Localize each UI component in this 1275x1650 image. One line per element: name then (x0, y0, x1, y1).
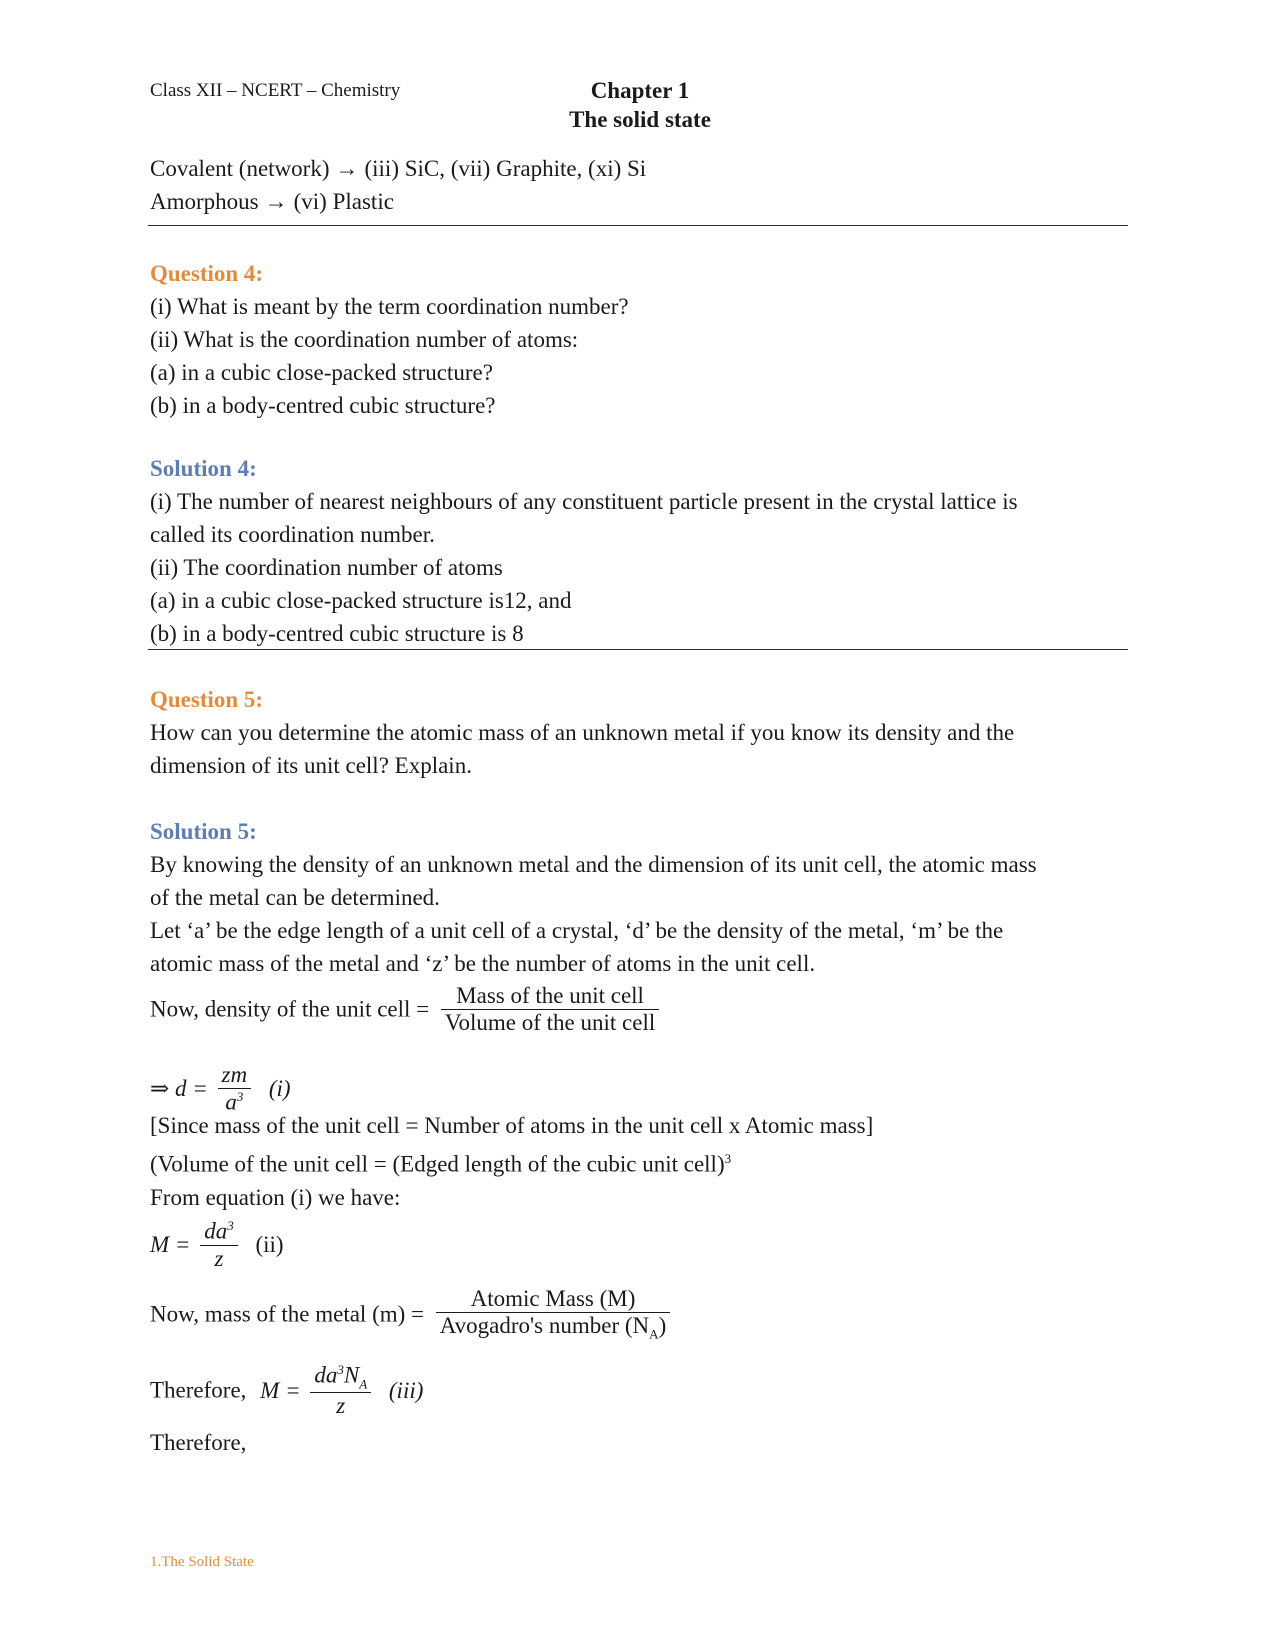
mass-prefix: Now, mass of the metal (m) = (150, 1301, 425, 1327)
solution-4-line: called its coordination number. (150, 522, 435, 547)
header-chapter-block (560, 76, 720, 134)
solution-4-line: (b) in a body-centred cubic structure is 8 (150, 621, 524, 646)
density-formula (150, 983, 659, 1036)
equation-ii-num-base: da (204, 1218, 228, 1244)
chapter-title: The solid state (569, 107, 711, 132)
equation-ii-denominator: z (214, 1245, 224, 1271)
equation-ii (150, 1218, 284, 1272)
solution-4 (150, 452, 1120, 650)
density-denominator: Volume of the unit cell (444, 1010, 656, 1035)
chapter-number: Chapter 1 (590, 78, 690, 103)
solution-5-line: atomic mass of the metal and ‘z’ be the number of atoms in the unit cell. (150, 951, 816, 976)
equation-ii-tag: (ii) (255, 1231, 284, 1257)
volume-line (150, 1142, 1120, 1181)
header-course: Class XII – NCERT – Chemistry (150, 80, 401, 101)
equation-iii-num-exp: 3 (337, 1362, 344, 1377)
solution-5-explanation (150, 1109, 1120, 1214)
equation-iii-denominator: z (336, 1393, 346, 1419)
density-prefix: Now, density of the unit cell = (150, 996, 430, 1022)
classification-lines (150, 152, 1120, 218)
from-equation-line: From equation (i) we have: (150, 1184, 401, 1210)
amorphous-line (150, 185, 1120, 218)
volume-exponent: 3 (724, 1151, 732, 1166)
equation-ii-num-exp: 3 (227, 1218, 234, 1233)
question-5-heading: Question 5: (150, 687, 264, 712)
mass-den-sub: A (649, 1326, 659, 1342)
solution-5-line: Let ‘a’ be the edge length of a unit cell of a crystal, ‘d’ be the density of the metal, ‘m’ be the (150, 918, 1004, 943)
question-4-line: (a) in a cubic close-packed structure? (150, 360, 493, 385)
equation-iii-prefix: Therefore, (150, 1377, 247, 1403)
solution-5-line: of the metal can be determined. (150, 885, 440, 910)
amorphous-label: Amorphous (150, 189, 259, 214)
covalent-items: (iii) SiC, (vii) Graphite, (xi) Si (364, 156, 647, 181)
equation-iii-num-N: N (343, 1362, 360, 1388)
mass-formula (150, 1286, 670, 1343)
equation-iii-num-sub: A (359, 1376, 368, 1392)
solution-4-line: (i) The number of nearest neighbours of any constituent particle present in the crystal lattice is (150, 489, 1018, 514)
mass-den-close: ) (658, 1313, 667, 1338)
equation-iii (150, 1362, 423, 1419)
solution-4-heading: Solution 4: (150, 456, 257, 481)
equation-iii-lhs: M = (260, 1377, 301, 1403)
mass-den-main: Avogadro's number (N (439, 1313, 650, 1338)
arrow-icon: → (264, 189, 288, 214)
equation-iii-fraction (310, 1362, 371, 1419)
equation-i-numerator: zm (218, 1062, 252, 1089)
question-4 (150, 257, 1120, 422)
equation-i-lhs: ⇒ d = (150, 1075, 208, 1101)
amorphous-items: (vi) Plastic (293, 189, 394, 214)
equation-ii-fraction (200, 1218, 238, 1272)
equation-iii-num-base: da (314, 1362, 338, 1388)
question-5-line: dimension of its unit cell? Explain. (150, 753, 472, 778)
equation-ii-lhs: M = (150, 1231, 191, 1257)
solution-5 (150, 815, 1120, 980)
question-4-line: (b) in a body-centred cubic structure? (150, 393, 496, 418)
since-line: [Since mass of the unit cell = Number of atoms in the unit cell x Atomic mass] (150, 1113, 874, 1138)
final-line: Therefore, (150, 1430, 247, 1455)
equation-i-den-exp: 3 (236, 1089, 244, 1104)
divider (148, 649, 1128, 650)
mass-fraction (436, 1286, 670, 1343)
volume-text: (Volume of the unit cell = (Edged length of the cubic unit cell) (150, 1151, 725, 1177)
question-5-line: How can you determine the atomic mass of an unknown metal if you know its density and the (150, 720, 1015, 745)
solution-5-line: By knowing the density of an unknown metal and the dimension of its unit cell, the atomic mass (150, 852, 1037, 877)
equation-ii-numerator (200, 1218, 238, 1246)
solution-4-line: (a) in a cubic close-packed structure is12, and (150, 588, 572, 613)
mass-numerator: Atomic Mass (M) (436, 1286, 670, 1313)
equation-i-fraction (218, 1062, 252, 1116)
divider (148, 225, 1128, 226)
solution-4-line: (ii) The coordination number of atoms (150, 555, 503, 580)
density-numerator: Mass of the unit cell (441, 983, 659, 1010)
question-4-heading: Question 4: (150, 261, 264, 286)
question-4-line: (ii) What is the coordination number of atoms: (150, 327, 579, 352)
page-footer: 1.The Solid State (150, 1554, 254, 1570)
solution-5-heading: Solution 5: (150, 819, 257, 844)
equation-i-tag: (i) (268, 1075, 291, 1101)
equation-i-den-base: a (225, 1089, 237, 1115)
equation-iii-numerator (310, 1362, 371, 1393)
final-text (150, 1426, 1120, 1459)
covalent-line (150, 152, 1120, 185)
equation-i (150, 1062, 291, 1116)
covalent-label: Covalent (network) (150, 156, 330, 181)
arrow-icon: → (335, 156, 359, 181)
mass-denominator (436, 1313, 670, 1343)
question-4-line: (i) What is meant by the term coordination number? (150, 294, 629, 319)
question-5 (150, 683, 1120, 782)
density-fraction (441, 983, 659, 1036)
equation-iii-tag: (iii) (388, 1377, 424, 1403)
